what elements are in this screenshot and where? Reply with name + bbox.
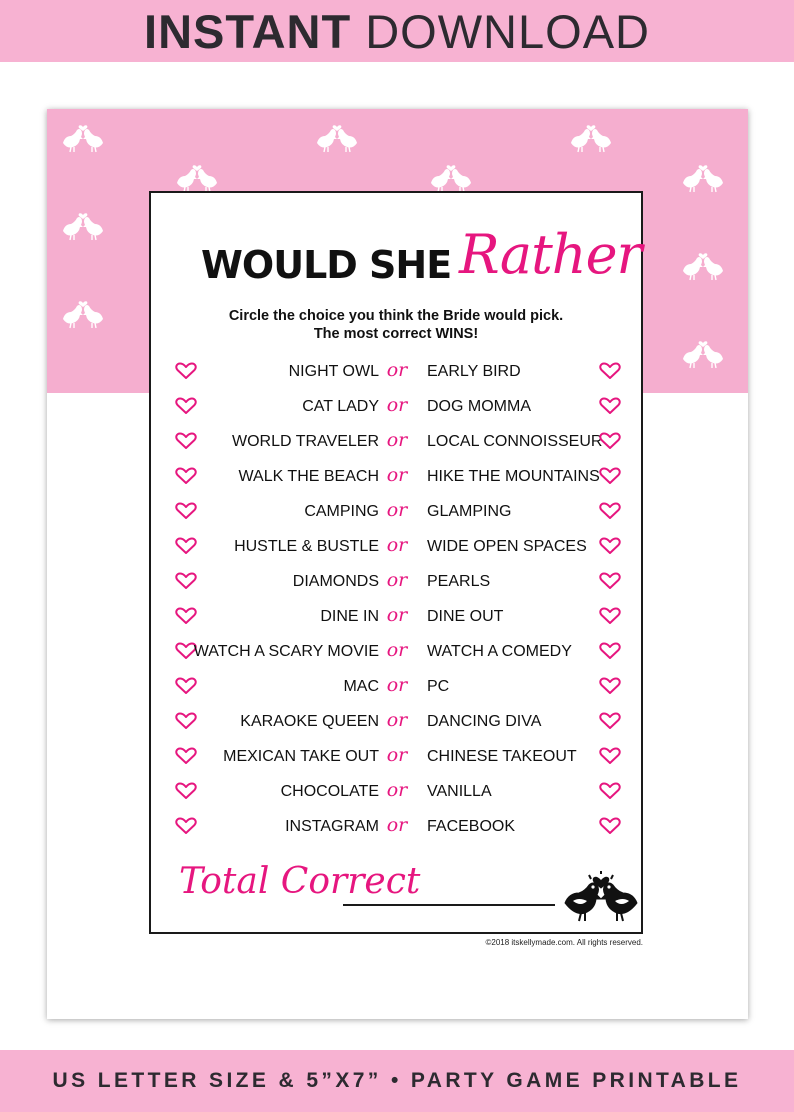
love-birds-icon: [681, 337, 725, 371]
choice-row: [151, 500, 641, 535]
banner-instant: INSTANT: [144, 4, 352, 58]
choice-right[interactable]: LOCAL CONNOISSEUR: [427, 433, 603, 450]
heart-outline-icon: [599, 817, 621, 835]
heart-outline-icon: [599, 432, 621, 450]
heart-outline-icon: [599, 537, 621, 555]
love-birds-icon: [429, 161, 473, 195]
heart-outline-icon: [175, 432, 197, 450]
choice-row: [151, 745, 641, 780]
heart-outline-icon: [175, 397, 197, 415]
choice-right[interactable]: PEARLS: [427, 573, 491, 590]
choice-right[interactable]: CHINESE TAKEOUT: [427, 748, 577, 765]
choice-right[interactable]: DINE OUT: [427, 608, 504, 625]
or-word: or: [386, 464, 408, 486]
choice-right[interactable]: WATCH A COMEDY: [427, 643, 572, 660]
choice-right[interactable]: HIKE THE MOUNTAINS: [427, 468, 600, 485]
heart-outline-icon: [599, 677, 621, 695]
heart-outline-icon: [599, 747, 621, 765]
instructions-line-2: The most correct WINS!: [313, 326, 479, 342]
heart-outline-icon: [175, 362, 197, 380]
or-word: or: [386, 674, 408, 696]
heart-outline-icon: [599, 467, 621, 485]
choice-row: [151, 815, 641, 850]
love-birds-icon: [61, 121, 105, 155]
choice-right[interactable]: GLAMPING: [427, 503, 512, 520]
heart-outline-icon: [599, 712, 621, 730]
choice-right[interactable]: PC: [427, 678, 450, 695]
choice-right[interactable]: WIDE OPEN SPACES: [427, 538, 587, 555]
choice-left[interactable]: WATCH A SCARY MOVIE: [193, 643, 379, 660]
or-word: or: [386, 499, 408, 521]
or-word: or: [386, 709, 408, 731]
choice-row: [151, 640, 641, 675]
heart-outline-icon: [175, 502, 197, 520]
or-word: or: [386, 604, 408, 626]
choice-left[interactable]: DIAMONDS: [292, 573, 379, 590]
choice-row: [151, 395, 641, 430]
choice-left[interactable]: MAC: [343, 678, 379, 695]
choice-row: [151, 710, 641, 745]
choice-right[interactable]: VANILLA: [427, 783, 492, 800]
choice-left[interactable]: INSTAGRAM: [285, 818, 379, 835]
love-birds-icon: [681, 161, 725, 195]
choice-left[interactable]: CAMPING: [304, 503, 379, 520]
or-word: or: [386, 744, 408, 766]
choice-left[interactable]: DINE IN: [320, 608, 379, 625]
love-birds-icon: [569, 121, 613, 155]
love-birds-icon: [175, 161, 219, 195]
heart-outline-icon: [599, 572, 621, 590]
choice-left[interactable]: WORLD TRAVELER: [232, 433, 379, 450]
heart-outline-icon: [599, 642, 621, 660]
game-card: [149, 191, 643, 934]
copyright: ©2018 itskellymade.com. All rights reserved.: [485, 938, 643, 947]
love-birds-icon: [563, 869, 639, 925]
or-word: or: [386, 779, 408, 801]
heart-outline-icon: [175, 677, 197, 695]
choice-left[interactable]: KARAOKE QUEEN: [240, 713, 379, 730]
choice-list: [151, 360, 641, 850]
heart-outline-icon: [175, 467, 197, 485]
total-correct-label: Total Correct: [179, 861, 421, 902]
heart-outline-icon: [175, 782, 197, 800]
banner-download: DOWNLOAD: [365, 4, 650, 58]
choice-row: [151, 570, 641, 605]
or-word: or: [386, 639, 408, 661]
or-word: or: [386, 359, 408, 381]
choice-row: [151, 430, 641, 465]
heart-outline-icon: [175, 607, 197, 625]
title: [151, 223, 641, 303]
choice-right[interactable]: DANCING DIVA: [427, 713, 542, 730]
or-word: or: [386, 534, 408, 556]
heart-outline-icon: [599, 362, 621, 380]
choice-left[interactable]: WALK THE BEACH: [238, 468, 379, 485]
total-correct-line: [343, 904, 555, 906]
choice-row: [151, 675, 641, 710]
choice-left[interactable]: CHOCOLATE: [280, 783, 379, 800]
love-birds-icon: [61, 209, 105, 243]
or-word: or: [386, 429, 408, 451]
choice-row: [151, 780, 641, 815]
choice-right[interactable]: EARLY BIRD: [427, 363, 521, 380]
heart-outline-icon: [175, 747, 197, 765]
instructions-line-1: Circle the choice you think the Bride would pick.: [228, 308, 564, 324]
choice-row: [151, 465, 641, 500]
printable-sheet: [47, 109, 748, 1019]
choice-right[interactable]: DOG MOMMA: [427, 398, 531, 415]
choice-row: [151, 535, 641, 570]
heart-outline-icon: [599, 502, 621, 520]
heart-outline-icon: [175, 572, 197, 590]
love-birds-icon: [681, 249, 725, 283]
choice-left[interactable]: MEXICAN TAKE OUT: [223, 748, 379, 765]
love-birds-icon: [315, 121, 359, 155]
or-word: or: [386, 569, 408, 591]
title-script: Rather: [459, 223, 642, 286]
heart-outline-icon: [599, 782, 621, 800]
or-word: or: [386, 394, 408, 416]
heart-outline-icon: [599, 607, 621, 625]
choice-left[interactable]: HUSTLE & BUSTLE: [234, 538, 379, 555]
heart-outline-icon: [175, 537, 197, 555]
choice-left[interactable]: CAT LADY: [302, 398, 379, 415]
choice-right[interactable]: FACEBOOK: [427, 818, 516, 835]
choice-left[interactable]: NIGHT OWL: [288, 363, 379, 380]
or-word: or: [386, 814, 408, 836]
choice-row: [151, 360, 641, 395]
top-banner: [0, 0, 794, 62]
love-birds-icon: [61, 297, 105, 331]
choice-row: [151, 605, 641, 640]
instructions: [151, 307, 641, 343]
heart-outline-icon: [175, 817, 197, 835]
heart-outline-icon: [599, 397, 621, 415]
bottom-banner: US LETTER SIZE & 5”X7” • PARTY GAME PRINTABLE: [0, 1050, 794, 1112]
title-main: WOULD SHE: [201, 243, 452, 287]
heart-outline-icon: [175, 712, 197, 730]
